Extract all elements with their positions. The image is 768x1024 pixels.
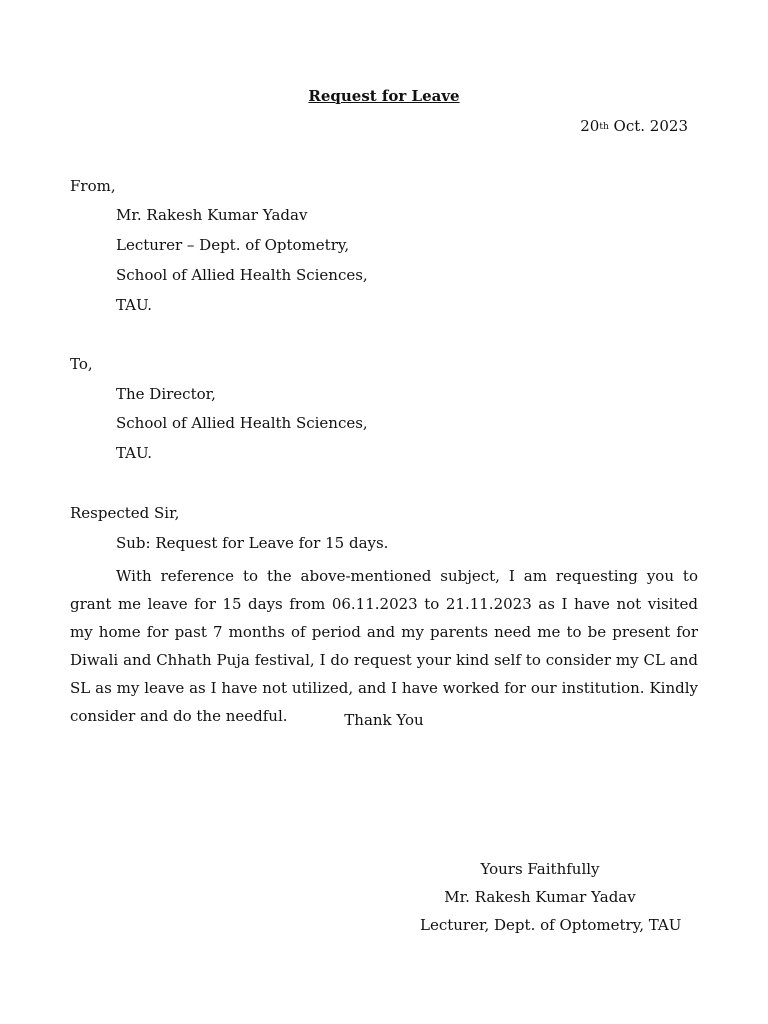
from-line-name: Mr. Rakesh Kumar Yadav (116, 206, 308, 224)
to-label: To, (70, 355, 93, 373)
subject-line: Sub: Request for Leave for 15 days. (116, 534, 389, 552)
salutation: Respected Sir, (70, 504, 180, 522)
to-line-university: TAU. (116, 444, 153, 462)
date-month-year: Oct. 2023 (608, 117, 688, 135)
letter-body: With reference to the above-mentioned subject, I am requesting you to grant me leave for 15 days from 06.11.2023 to 21.11.2023 as I have not visited my home for past 7 months of period and my parents need me to be present for Diwali and Chhath Puja festival, I do request your kind self to consider my CL and SL as my leave as I have not utilized, and I have worked for our institution. Kindly consider and do the needful. (70, 567, 698, 725)
signature-name: Mr. Rakesh Kumar Yadav (444, 888, 636, 906)
to-line-recipient: The Director, (116, 385, 216, 403)
signature-title: Lecturer, Dept. of Optometry, TAU (420, 916, 682, 934)
to-line-school: School of Allied Health Sciences, (116, 414, 368, 432)
letter-date (580, 117, 688, 135)
from-label: From, (70, 177, 116, 195)
thanks-line: Thank You (344, 711, 424, 729)
from-line-university: TAU. (116, 296, 153, 314)
closing: Yours Faithfully (480, 860, 600, 878)
from-line-school: School of Allied Health Sciences, (116, 266, 368, 284)
date-day: 20 (580, 117, 600, 135)
from-line-designation: Lecturer – Dept. of Optometry, (116, 236, 350, 254)
date-suffix: th (599, 122, 609, 132)
letter-title: Request for Leave (308, 87, 460, 105)
